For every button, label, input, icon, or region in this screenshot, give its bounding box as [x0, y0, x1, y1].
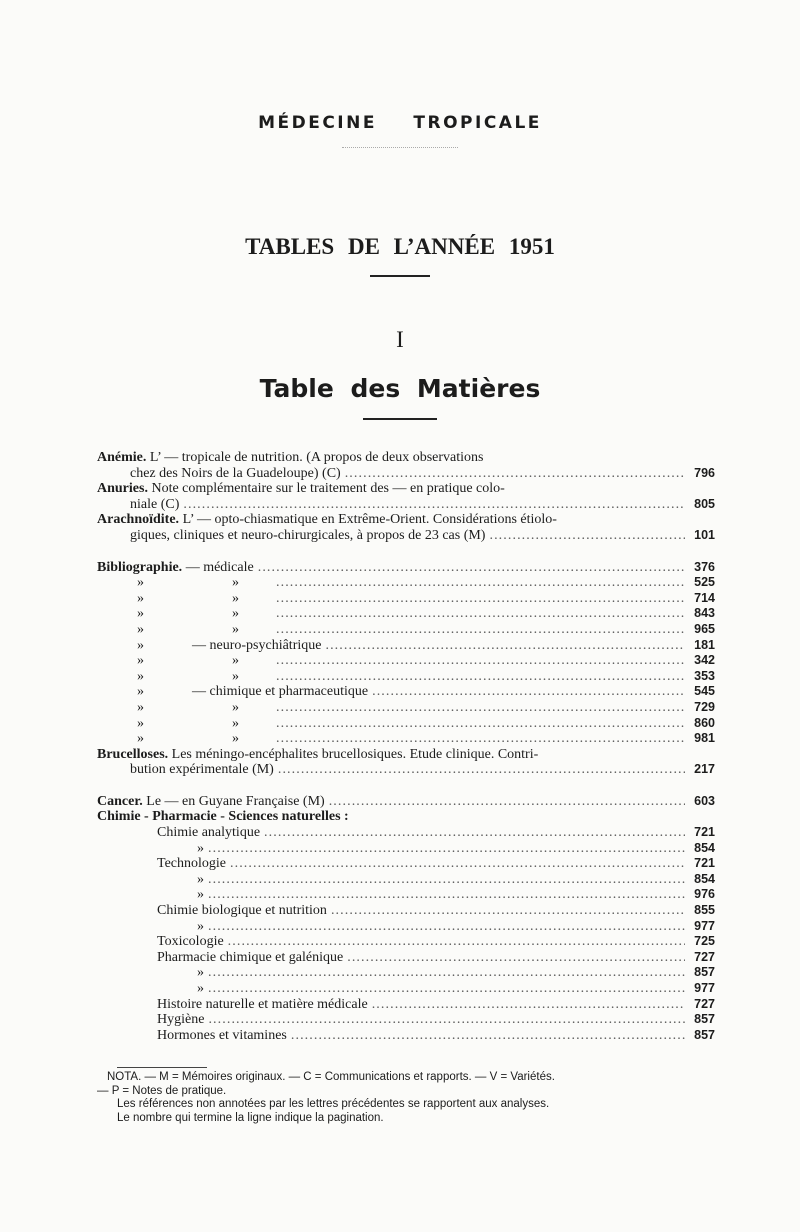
ditto-mark: »	[137, 715, 144, 731]
ditto-mark: »	[137, 653, 144, 669]
ditto-mark: »	[232, 715, 239, 731]
leader-dots	[276, 591, 685, 607]
page-number: 860	[694, 715, 715, 730]
toc-sub-line	[97, 934, 715, 950]
journal-title	[0, 113, 800, 133]
ditto-mark: »	[232, 699, 239, 715]
ditto-mark: »	[232, 590, 239, 606]
toc-line	[97, 512, 715, 528]
entry-text: Brucelloses. Les méningo-encéphalites brucellosiques. Etude clinique. Contri-	[97, 746, 539, 762]
toc-sub-ditto-line	[97, 981, 715, 997]
journal-word-1: MÉDECINE	[258, 113, 377, 133]
ditto-mark: »	[137, 606, 144, 622]
toc-heading	[97, 809, 715, 825]
ditto-mark: »	[197, 981, 204, 996]
toc-line	[97, 528, 715, 544]
entry-text: Arachnoïdite. L’ — opto-chiasmatique en Extrême-Orient. Considérations étiolo-	[97, 512, 557, 528]
entry-text: Anuries. Note complémentaire sur le traitement des — en pratique colo-	[97, 481, 505, 497]
page-number: 376	[694, 559, 715, 574]
section-title: Table des Matières	[259, 374, 541, 403]
leader-dots	[228, 934, 685, 950]
leader-dots	[331, 903, 685, 919]
spacer	[97, 778, 715, 794]
leader-dots	[208, 919, 685, 935]
page-number: 342	[694, 653, 715, 668]
toc-ditto-line	[97, 638, 715, 654]
entry-text	[97, 716, 272, 732]
toc-sub-line	[97, 997, 715, 1013]
ditto-mark: »	[197, 965, 204, 981]
ditto-mark: »	[137, 731, 144, 747]
leader-dots	[276, 606, 685, 622]
leader-dots	[276, 622, 685, 638]
leader-dots	[208, 981, 685, 997]
toc-line	[97, 450, 715, 466]
entry-text: Pharmacie chimique et galénique	[157, 949, 344, 965]
ditto-mark: »	[137, 699, 144, 715]
journal-word-2: TROPICALE	[413, 113, 542, 133]
toc-ditto-line	[97, 716, 715, 732]
leader-dots	[329, 794, 685, 810]
ditto-mark: »	[232, 575, 239, 591]
toc-line	[97, 466, 715, 482]
page-number: 796	[694, 465, 715, 480]
ditto-mark: »	[137, 684, 144, 700]
entry-keyword: Anémie.	[97, 450, 147, 465]
leader-dots	[278, 762, 685, 778]
leader-dots	[208, 841, 685, 857]
leader-dots	[276, 700, 685, 716]
entry-keyword: Bibliographie.	[97, 559, 183, 575]
entry-text: » — chimique et pharmaceutique	[137, 684, 369, 700]
page-number: 217	[694, 762, 715, 777]
page-number: 721	[694, 825, 715, 840]
toc-ditto-line	[97, 591, 715, 607]
entry-text: Chimie analytique	[157, 825, 261, 841]
footnote-line: NOTA. — M = Mémoires originaux. — C = Communications et rapports. — V = Variétés.	[107, 1071, 555, 1083]
page-number: 101	[694, 527, 715, 542]
leader-dots	[276, 716, 685, 732]
entry-text: Bibliographie. — médicale	[97, 559, 254, 575]
toc-line	[97, 497, 715, 513]
toc-sub-line	[97, 1012, 715, 1028]
entry-text: » — neuro-psychiâtrique	[137, 637, 322, 653]
leader-dots	[258, 560, 685, 576]
page-number: 603	[694, 793, 715, 808]
entry-text	[97, 622, 272, 638]
entry-keyword: Cancer.	[97, 793, 143, 809]
toc-line	[97, 481, 715, 497]
page-number: 721	[694, 856, 715, 871]
entry-keyword: Brucelloses.	[97, 746, 169, 762]
leader-dots	[208, 872, 685, 888]
page-number: 854	[694, 871, 715, 886]
toc-sub-ditto-line	[97, 841, 715, 857]
leader-dots	[230, 856, 685, 872]
entry-text	[97, 700, 272, 716]
page-number: 181	[694, 637, 715, 652]
entry-text: Hygiène	[157, 1012, 205, 1028]
ditto-mark: »	[197, 918, 204, 934]
ditto-mark: »	[197, 871, 204, 887]
ditto-mark: »	[232, 621, 239, 637]
page-number: 353	[694, 668, 715, 683]
entry-text: Cancer. Le — en Guyane Française (M)	[97, 793, 325, 809]
divider	[342, 147, 458, 148]
entry-text: giques, cliniques et neuro-chirurgicales, à propos de 23 cas (M)	[130, 527, 486, 543]
leader-dots	[208, 1012, 685, 1028]
leader-dots	[264, 825, 685, 841]
toc-sub-ditto-line	[97, 887, 715, 903]
leader-dots	[372, 684, 685, 700]
entry-text: bution expérimentale (M)	[130, 762, 274, 778]
entry-text: Histoire naturelle et matière médicale	[157, 996, 368, 1012]
ditto-mark: »	[137, 575, 144, 591]
footnote-separator	[117, 1067, 207, 1068]
title-rule	[370, 275, 430, 277]
footnote	[97, 1071, 737, 1125]
page-number: 525	[694, 575, 715, 590]
toc-line	[97, 560, 715, 576]
entry-text: Technologie	[157, 856, 226, 872]
entry-text	[97, 591, 272, 607]
entry-text	[97, 575, 272, 591]
toc-line	[97, 747, 715, 763]
toc-sub-line	[97, 950, 715, 966]
leader-dots	[291, 1028, 685, 1044]
entry-text: Anémie. L’ — tropicale de nutrition. (A propos de deux observations	[97, 450, 484, 465]
footnote-line: — P = Notes de pratique.	[97, 1084, 227, 1097]
ditto-mark: »	[232, 606, 239, 622]
leader-dots	[208, 887, 685, 903]
leader-dots	[372, 997, 685, 1013]
toc-sub-ditto-line	[97, 872, 715, 888]
page-number: 727	[694, 949, 715, 964]
page-number: 981	[694, 731, 715, 746]
toc-ditto-line	[97, 684, 715, 700]
page-title: TABLES DE L’ANNÉE 1951	[245, 234, 555, 259]
toc-line	[97, 762, 715, 778]
toc-sub-ditto-line	[97, 965, 715, 981]
ditto-mark: »	[137, 590, 144, 606]
page-number: 714	[694, 590, 715, 605]
footnote-line: Le nombre qui termine la ligne indique la pagination.	[117, 1111, 384, 1124]
ditto-mark: »	[232, 731, 239, 747]
toc-sub-line	[97, 903, 715, 919]
footnote-line: Les références non annotées par les lettres précédentes se rapportent aux analyses.	[117, 1098, 550, 1110]
entry-keyword: Anuries.	[97, 481, 148, 497]
ditto-mark: »	[137, 637, 144, 653]
toc-ditto-line	[97, 700, 715, 716]
page-number: 855	[694, 903, 715, 918]
ditto-mark: »	[137, 668, 144, 684]
page-number: 729	[694, 699, 715, 714]
entry-text	[97, 606, 272, 622]
page-number: 857	[694, 1027, 715, 1042]
toc-ditto-line	[97, 606, 715, 622]
page-number: 727	[694, 996, 715, 1011]
entry-text: Toxicologie	[157, 934, 224, 950]
table-of-contents	[97, 450, 715, 1043]
page-number: 854	[694, 840, 715, 855]
page-number: 725	[694, 934, 715, 949]
toc-ditto-line	[97, 731, 715, 747]
page-number: 977	[694, 918, 715, 933]
entry-text: Chimie biologique et nutrition	[157, 903, 327, 919]
leader-dots	[276, 653, 685, 669]
section-rule	[363, 418, 437, 420]
heading-text: Chimie - Pharmacie - Sciences naturelles :	[97, 809, 349, 825]
leader-dots	[325, 638, 685, 654]
leader-dots	[489, 528, 685, 544]
leader-dots	[345, 466, 685, 482]
leader-dots	[276, 575, 685, 591]
toc-ditto-line	[97, 575, 715, 591]
page-number: 857	[694, 1012, 715, 1027]
ditto-mark: »	[137, 621, 144, 637]
entry-text: Hormones et vitamines	[157, 1027, 287, 1043]
toc-sub-line	[97, 856, 715, 872]
section-numeral: I	[396, 327, 404, 352]
leader-dots	[347, 950, 685, 966]
entry-keyword: Arachnoïdite.	[97, 512, 180, 528]
leader-dots	[183, 497, 685, 513]
ditto-mark: »	[232, 653, 239, 669]
ditto-mark: »	[197, 840, 204, 856]
leader-dots	[276, 731, 685, 747]
entry-text	[97, 653, 272, 669]
ditto-mark: »	[232, 668, 239, 684]
spacer	[97, 544, 715, 560]
entry-text	[97, 669, 272, 685]
entry-text	[97, 731, 272, 747]
toc-line	[97, 794, 715, 810]
page-number: 805	[694, 496, 715, 511]
leader-dots	[208, 965, 685, 981]
page-number: 843	[694, 606, 715, 621]
toc-sub-ditto-line	[97, 919, 715, 935]
page-number: 965	[694, 621, 715, 636]
page-number: 857	[694, 965, 715, 980]
leader-dots	[276, 669, 685, 685]
ditto-mark: »	[197, 887, 204, 903]
page-number: 977	[694, 981, 715, 995]
toc-ditto-line	[97, 622, 715, 638]
entry-text: chez des Noirs de la Guadeloupe) (C)	[130, 465, 341, 481]
entry-text: niale (C)	[130, 496, 180, 512]
page-number: 976	[694, 887, 715, 902]
toc-sub-line	[97, 825, 715, 841]
toc-ditto-line	[97, 653, 715, 669]
toc-ditto-line	[97, 669, 715, 685]
toc-sub-line	[97, 1028, 715, 1044]
page-number: 545	[694, 684, 715, 699]
